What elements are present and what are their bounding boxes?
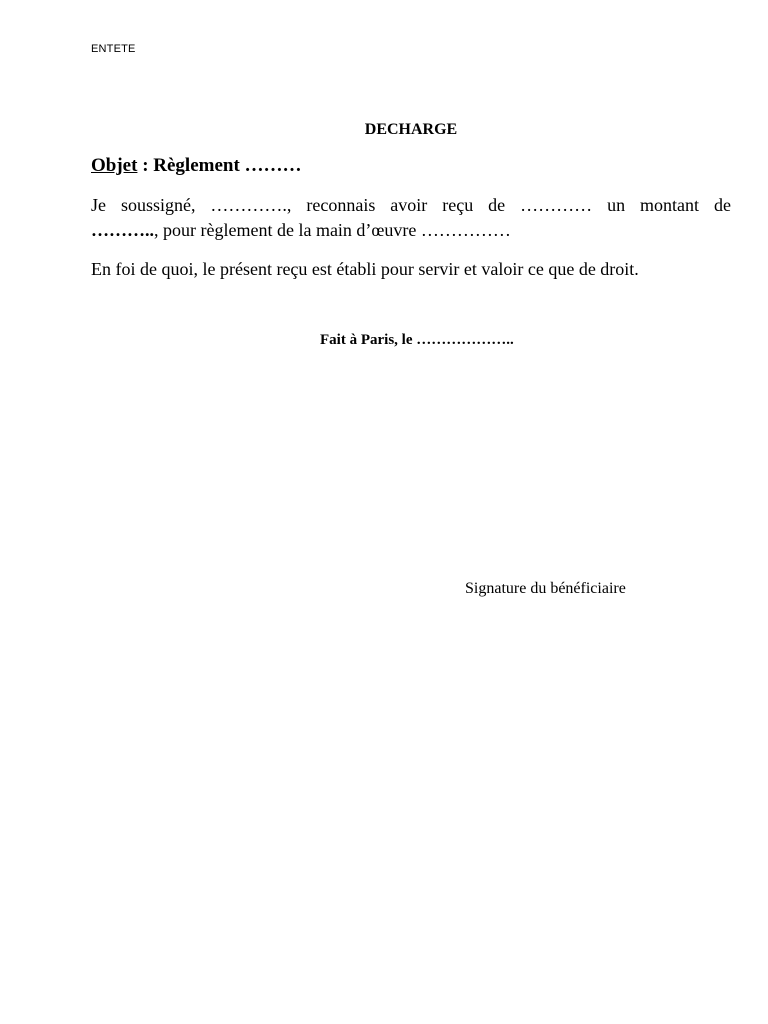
object-line <box>91 155 302 177</box>
signature-label: Signature du bénéficiaire <box>465 580 626 597</box>
document-title: DECHARGE <box>364 121 458 138</box>
object-separator: : <box>137 155 154 176</box>
object-value: Règlement ……… <box>153 155 302 176</box>
receipt-paragraph <box>91 193 731 243</box>
place-date-line: Fait à Paris, le ……………….. <box>320 332 514 348</box>
object-label: Objet <box>91 155 138 176</box>
closing-paragraph: En foi de quoi, le présent reçu est établi pour servir et valoir ce que de droit. <box>91 259 639 279</box>
amount-placeholder: ……….. <box>91 220 154 240</box>
receipt-paragraph-line2: , pour règlement de la main d’œuvre …………… <box>154 220 511 240</box>
page-header: ENTETE <box>91 43 136 55</box>
receipt-paragraph-line1: Je soussigné, …………., reconnais avoir reçu de ………… un montant de <box>91 195 731 215</box>
